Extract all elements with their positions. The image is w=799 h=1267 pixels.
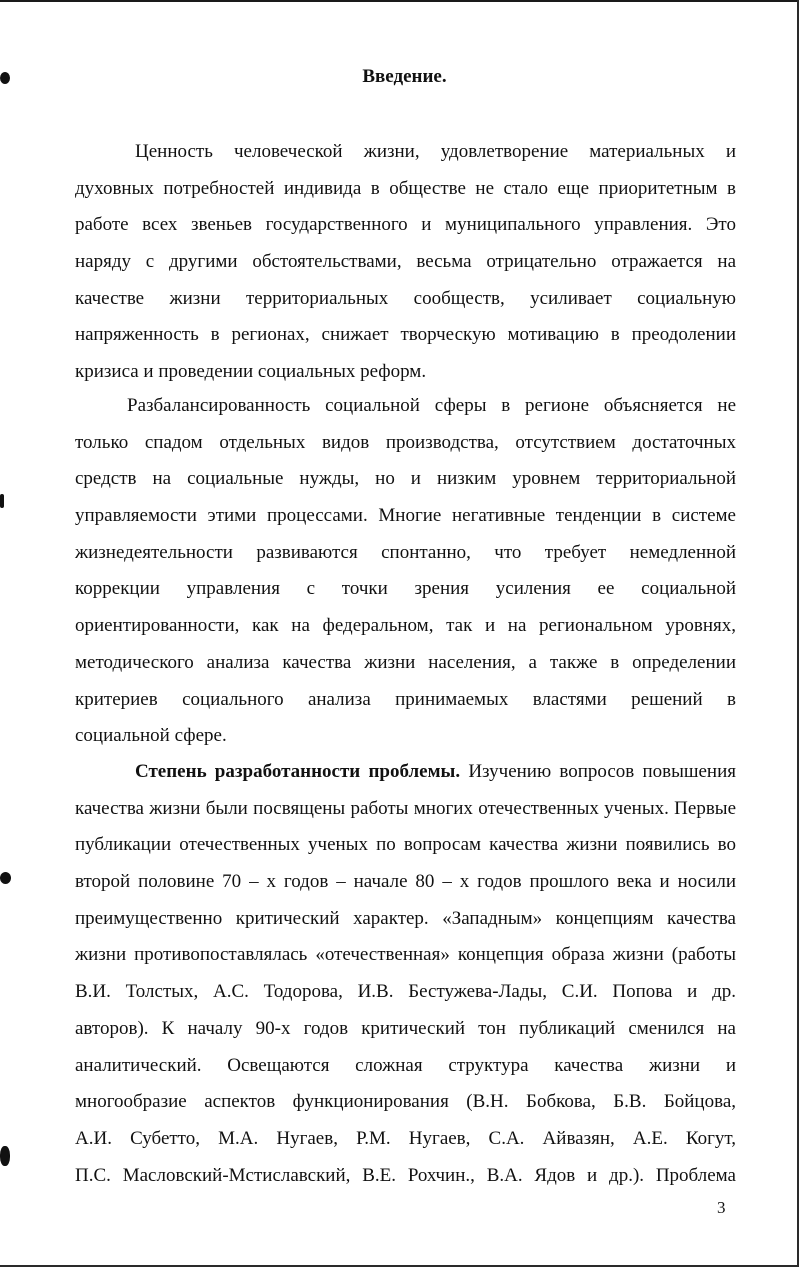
page-number: 3	[717, 1198, 726, 1217]
text-line: социальной сфере.	[75, 725, 227, 747]
text-line: методического анализа качества жизни населения, а также в определении	[75, 651, 736, 673]
text-line: качества жизни были посвящены работы многих отечественных ученых. Первые	[75, 797, 736, 819]
text-line: аналитический. Освещаются сложная структура качества жизни и	[75, 1054, 736, 1076]
text-line: средств на социальные нужды, но и низким уровнем территориальной	[75, 468, 736, 490]
text-line: жизнедеятельности развиваются спонтанно, что требует немедленной	[75, 541, 736, 563]
text-line: качестве жизни территориальных сообществ, усиливает социальную	[75, 287, 736, 309]
text-line: Ценность человеческой жизни, удовлетворение материальных и	[135, 141, 736, 162]
text-line: только спадом отдельных видов производства, отсутствием достаточных	[75, 431, 736, 453]
text-line: преимущественно критический характер. «Западным» концепциям качества	[75, 907, 736, 929]
paragraph-intro	[75, 134, 736, 391]
text-line: второй половине 70 – х годов – начале 80 – х годов прошлого века и носили	[75, 871, 736, 893]
text-line: жизни противопоставлялась «отечественная» концепция образа жизни (работы	[75, 944, 736, 966]
binding-hole-mark	[0, 494, 4, 508]
text-line: ориентированности, как на федеральном, так и на региональном уровнях,	[75, 615, 736, 637]
text-line: работе всех звеньев государственного и муниципального управления. Это	[75, 214, 736, 236]
text-line: критериев социального анализа принимаемых властями решений в	[75, 688, 736, 710]
text-line: наряду с другими обстоятельствами, весьма отрицательно отражается на	[75, 251, 736, 273]
text-line: кризиса и проведении социальных реформ.	[75, 361, 427, 383]
text-line: публикации отечественных ученых по вопросам качества жизни появились во	[75, 834, 736, 856]
page-title: Введение.	[362, 66, 447, 87]
paragraph-imbalance	[75, 388, 736, 755]
text-line: коррекции управления с точки зрения усиления ее социальной	[75, 578, 736, 600]
text-line: многообразие аспектов функционирования (В.Н. Бобкова, Б.В. Бойцова,	[75, 1091, 736, 1113]
binding-hole-mark	[0, 1146, 10, 1166]
text-line	[75, 754, 736, 791]
text-fragment: Изучению вопросов повышения	[460, 761, 737, 782]
top-edge-rule	[0, 0, 799, 2]
text-line: авторов). К началу 90-х годов критический тон публикаций сменился на	[75, 1017, 736, 1039]
text-line: духовных потребностей индивида в обществе не стало еще приоритетным в	[75, 177, 736, 199]
text-line: Разбалансированность социальной сферы в регионе объясняется не	[127, 395, 736, 416]
text-line: В.И. Толстых, А.С. Тодорова, И.В. Бестужева-Лады, С.И. Попова и др.	[75, 981, 736, 1003]
paragraph-research-degree	[75, 754, 736, 1194]
text-line: А.И. Субетто, М.А. Нугаев, Р.М. Нугаев, С.А. Айвазян, А.Е. Когут,	[75, 1127, 736, 1149]
binding-hole-mark	[0, 872, 11, 884]
section-lead-heading: Степень разработанности проблемы.	[135, 761, 461, 782]
text-line: управляемости этими процессами. Многие негативные тенденции в системе	[75, 505, 736, 527]
text-line: П.С. Масловский-Мстиславский, В.Е. Рохчин., В.А. Ядов и др.). Проблема	[75, 1164, 736, 1186]
text-line: напряженность в регионах, снижает творческую мотивацию в преодолении	[75, 324, 736, 346]
